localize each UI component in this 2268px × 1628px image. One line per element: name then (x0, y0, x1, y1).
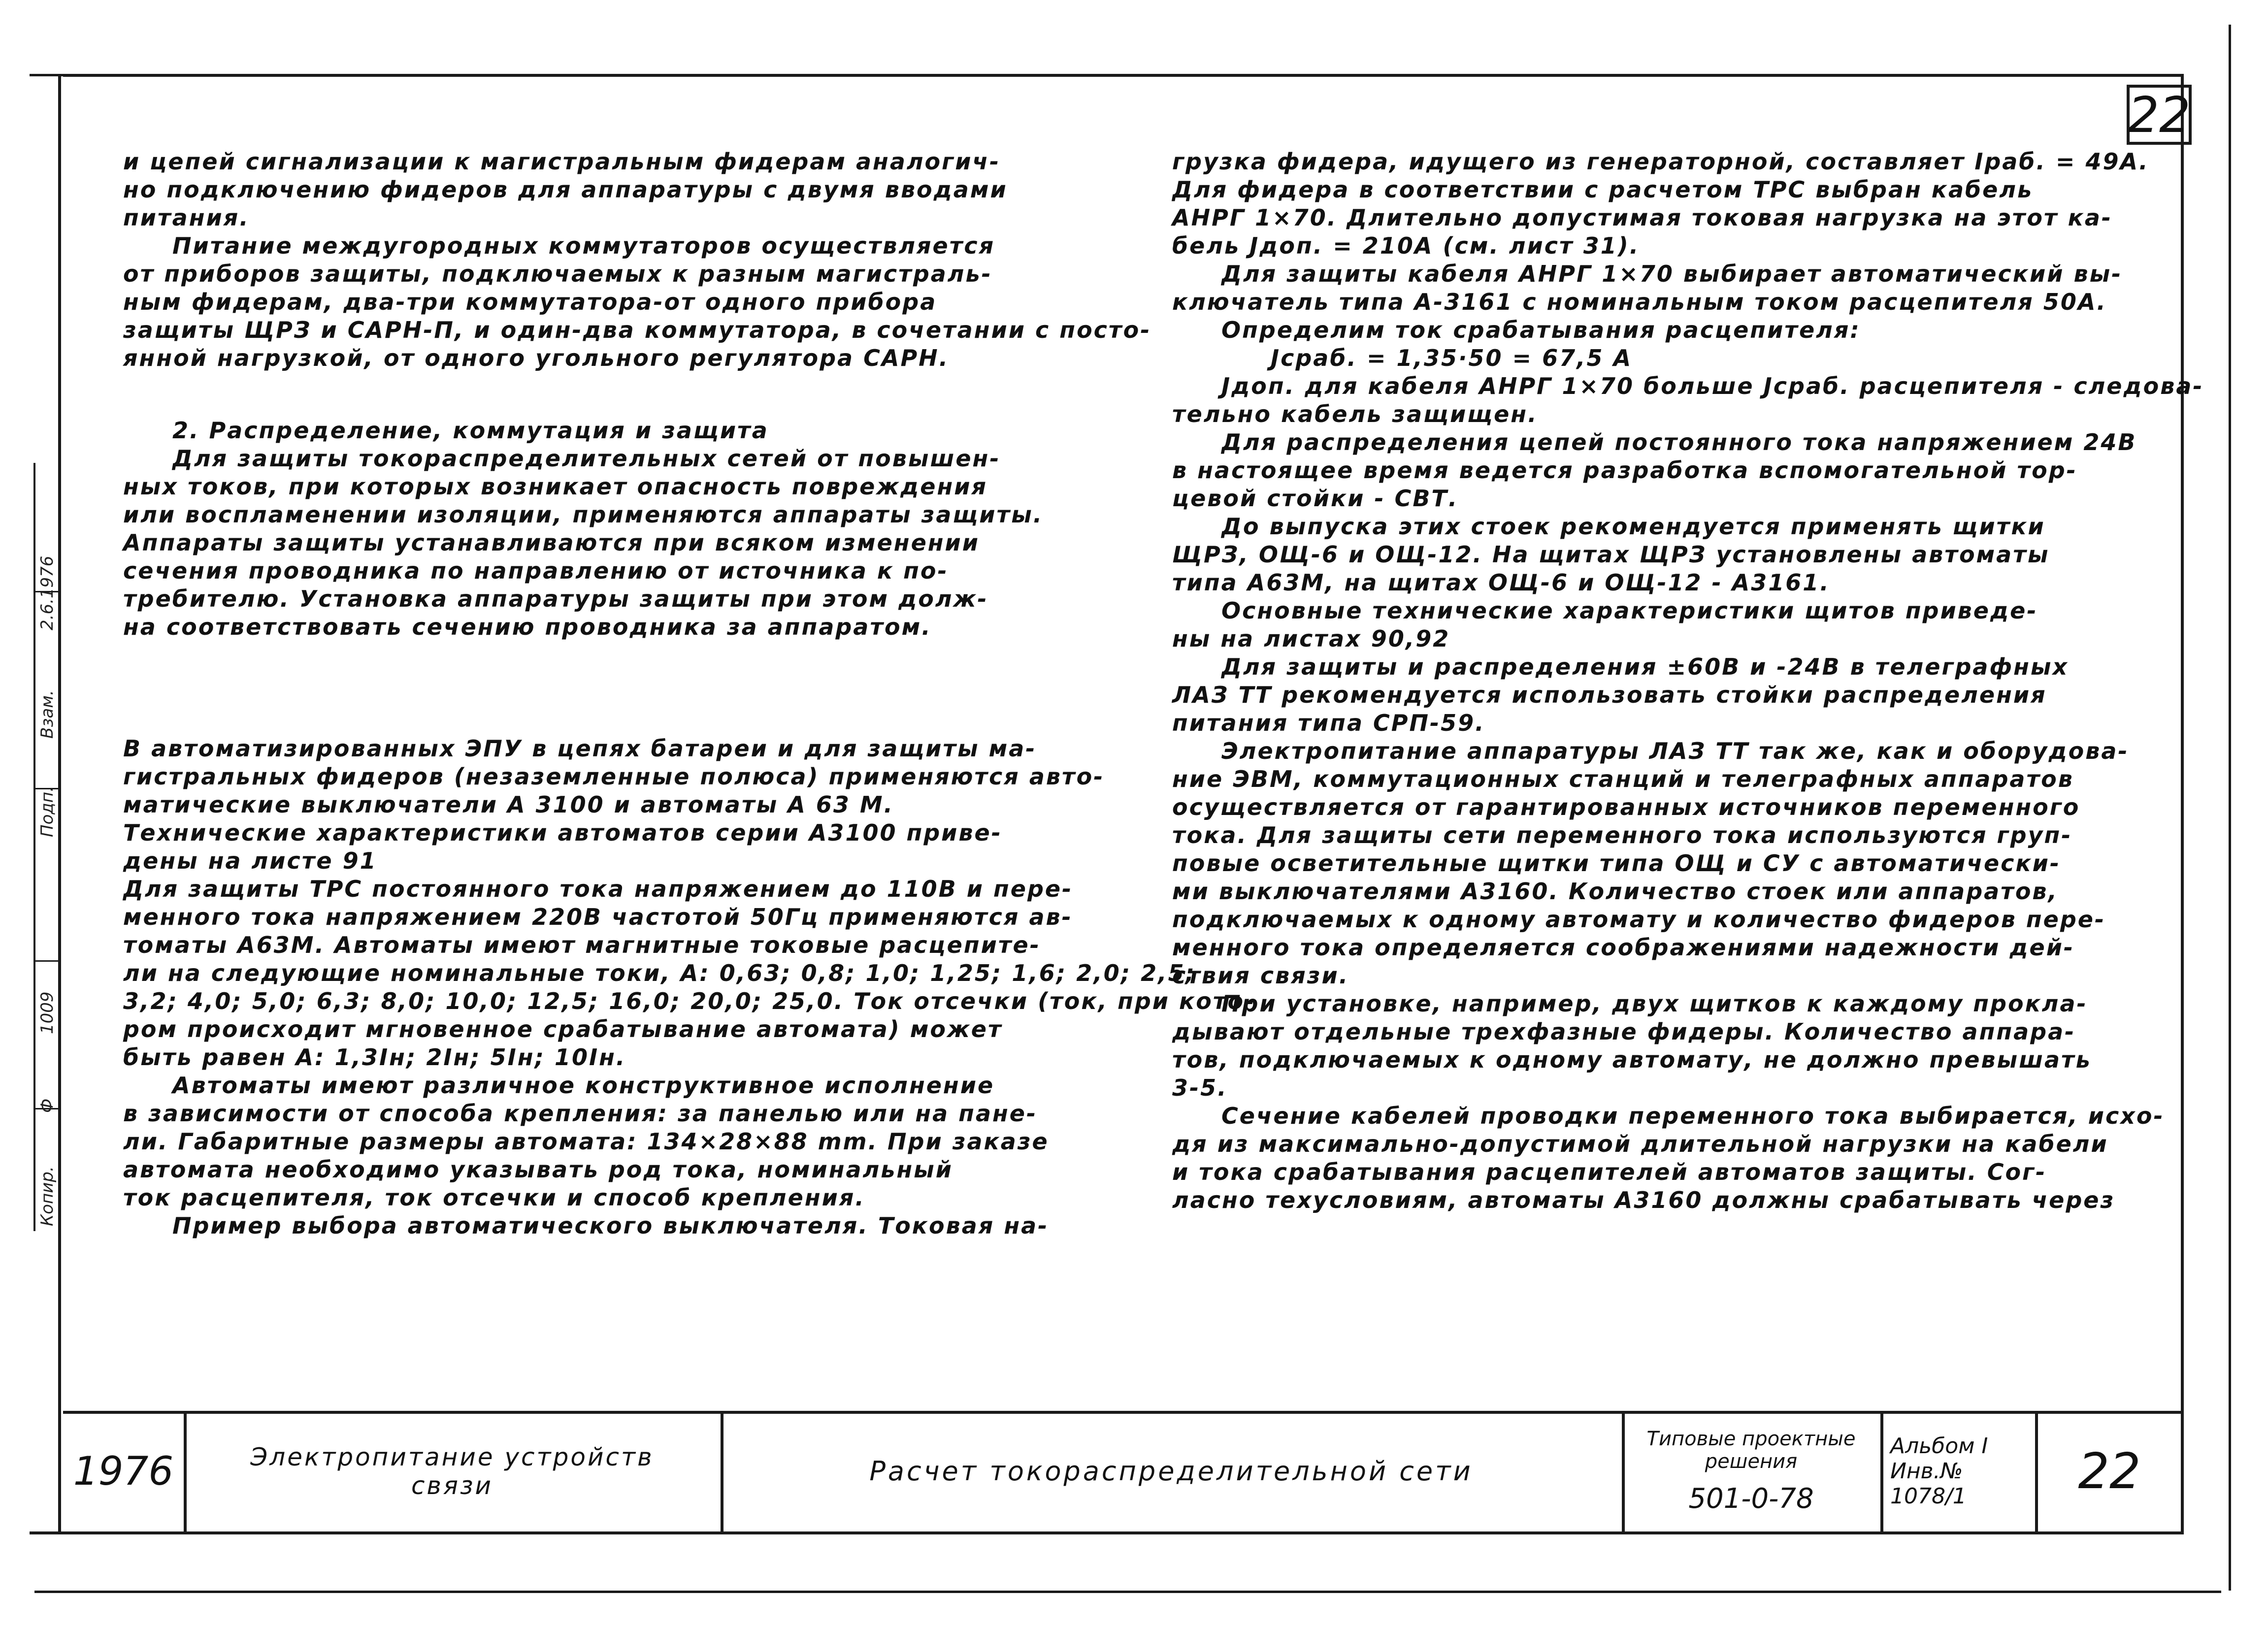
text-line: и тока срабатывания расцепителей автоматов защиты. Сог- (1172, 1159, 2047, 1185)
text-line: Для защиты токораспределительных сетей от повышен- (172, 445, 1001, 472)
text-line: Jсраб. = 1,35·50 = 67,5 А (1271, 345, 1633, 371)
text-line: повые осветительные щитки типа ОЩ и СУ с автоматически- (1172, 850, 2061, 877)
stamp-album-cell (1880, 1411, 2038, 1531)
text-line: ны на листах 90,92 (1172, 625, 1450, 652)
text-line: менного тока определяется соображениями надежности дей- (1172, 934, 2075, 961)
text-line: Для защиты ТРС постоянного тока напряжением до 110В и пере- (123, 876, 1073, 902)
text-line: томаты А63М. Автоматы имеют магнитные токовые расцепите- (123, 932, 1041, 958)
text-line: от приборов защиты, подключаемых к разным магистраль- (123, 260, 992, 287)
stamp-typical-line1: Типовые проектные (1646, 1428, 1856, 1450)
text-line: Электропитание аппаратуры ЛАЗ ТТ так же, как и оборудова- (1221, 738, 2129, 764)
frame-top-outer (30, 74, 64, 76)
text-line: тов, подключаемых к одному автомату, не должно превышать (1172, 1046, 2092, 1073)
side-label: Взам. (37, 690, 57, 739)
text-line: типа А63М, на щитах ОЩ-6 и ОЩ-12 - А3161. (1172, 569, 1830, 596)
text-line: ных токов, при которых возникает опасность повреждения (123, 473, 987, 500)
text-line: Для фидера в соответствии с расчетом ТРС выбран кабель (1172, 176, 2034, 203)
text-line: и цепей сигнализации к магистральным фидерам аналогич- (123, 148, 1001, 175)
text-line: тока. Для защиты сети переменного тока используются груп- (1172, 822, 2072, 848)
frame-right-outer (2229, 25, 2231, 1591)
right-text-column (1172, 148, 2204, 1214)
text-line: В автоматизированных ЭПУ в цепях батареи и для защиты ма- (123, 735, 1037, 762)
text-line: Jдоп. для кабеля АНРГ 1×70 больше Jсраб. расцепителя - следова- (1221, 373, 2204, 399)
text-line: ЩРЗ, ОЩ-6 и ОЩ-12. На щитах ЩРЗ установлены автоматы (1172, 541, 2050, 568)
text-line: ли на следующие номинальные токи, А: 0,63; 0,8; 1,0; 1,25; 1,6; 2,0; 2,5; (123, 960, 1196, 986)
text-line: бель Jдоп. = 210А (см. лист 31). (1172, 232, 1640, 259)
text-line: ствия связи. (1172, 962, 1349, 989)
text-line: сечения проводника по направлению от источника к по- (123, 557, 949, 584)
text-line: менного тока напряжением 220В частотой 50Гц применяются ав- (123, 904, 1073, 930)
stamp-section-line2: связи (411, 1471, 493, 1500)
side-label: Ф (37, 1098, 57, 1113)
stamp-typical-line2: решения (1705, 1450, 1798, 1473)
text-line: ние ЭВМ, коммутационных станций и телеграфных аппаратов (1172, 766, 2074, 792)
text-line: Технические характеристики автоматов серии А3100 приве- (123, 819, 1002, 846)
text-line: ли. Габаритные размеры автомата: 134×28×88 mm. При заказе (123, 1128, 1049, 1155)
text-line: гистральных фидеров (незаземленные полюса) применяются авто- (123, 763, 1105, 790)
text-line: на соответствовать сечению проводника за аппаратом. (123, 614, 932, 640)
text-line: ЛАЗ ТТ рекомендуется использовать стойки распределения (1172, 682, 2047, 708)
text-line: При установке, например, двух щитков к каждому прокла- (1221, 990, 2088, 1017)
text-line: Автоматы имеют различное конструктивное исполнение (172, 1072, 995, 1099)
text-line: 3,2; 4,0; 5,0; 6,3; 8,0; 10,0; 12,5; 16,0; 20,0; 25,0. Ток отсечки (ток, при кото- (123, 988, 1256, 1014)
text-line: АНРГ 1×70. Длительно допустимая токовая нагрузка на этот ка- (1172, 204, 2112, 231)
stamp-inv-value: 1078/1 (1890, 1484, 1967, 1509)
text-line: цевой стойки - СВТ. (1172, 485, 1459, 512)
stamp-title: Расчет токораспределительной сети (869, 1456, 1473, 1487)
text-line: Для защиты кабеля АНРГ 1×70 выбирает автоматический вы- (1221, 260, 2123, 287)
page-number-top: 22 (2127, 85, 2192, 145)
text-line: 3-5. (1172, 1074, 1228, 1101)
stamp-sheet-cell (2038, 1411, 2181, 1531)
text-line: Аппараты защиты устанавливаются при всяком изменении (123, 529, 980, 556)
stamp-year: 1976 (73, 1448, 174, 1494)
stamp-inv-label: Инв.№ (1890, 1459, 1963, 1484)
side-labels (33, 463, 63, 1226)
text-line: подключаемых к одному автомату и количество фидеров пере- (1172, 906, 2106, 933)
text-line: осуществляется от гарантированных источников переменного (1172, 794, 2080, 820)
text-line: быть равен А: 1,3Iн; 2Iн; 5Iн; 10Iн. (123, 1044, 626, 1071)
text-line: янной нагрузкой, от одного угольного регулятора САРН. (123, 345, 950, 371)
text-line: ми выключателями А3160. Количество стоек или аппаратов, (1172, 878, 2059, 905)
text-line: дывают отдельные трехфазные фидеры. Количество аппара- (1172, 1018, 2076, 1045)
text-line: Для защиты и распределения ±60В и -24В в телеграфных (1221, 653, 2069, 680)
stamp-typical-cell (1622, 1411, 1883, 1531)
stamp-section-line1: Электропитание устройств (250, 1442, 654, 1471)
text-line: ток расцепителя, ток отсечки и способ крепления. (123, 1184, 865, 1211)
text-line: Пример выбора автоматического выключателя. Токовая на- (172, 1212, 1049, 1239)
text-line: Основные технические характеристики щитов приведе- (1221, 597, 2038, 624)
stamp-year-cell (63, 1411, 187, 1531)
text-line: ным фидерам, два-три коммутатора-от одного прибора (123, 289, 937, 315)
text-line: матические выключатели А 3100 и автоматы А 63 М. (123, 791, 894, 818)
text-line: автомата необходимо указывать род тока, номинальный (123, 1156, 953, 1183)
stamp-sheet-number: 22 (2078, 1442, 2141, 1500)
text-line: Для распределения цепей постоянного тока напряжением 24В (1221, 429, 2137, 456)
text-line: в настоящее время ведется разработка вспомогательной тор- (1172, 457, 2077, 484)
text-line: Питание междугородных коммутаторов осуществляется (172, 232, 995, 259)
side-label: 1009 (37, 991, 57, 1034)
text-line: но подключению фидеров для аппаратуры с двумя вводами (123, 176, 1008, 203)
text-line: 2. Распределение, коммутация и защита (172, 417, 769, 444)
stamp-title-cell (721, 1411, 1625, 1531)
text-line: питания типа СРП-59. (1172, 710, 1485, 736)
text-line: ключатель типа А-3161 с номинальным током расцепителя 50А. (1172, 289, 2107, 315)
text-line: До выпуска этих стоек рекомендуется применять щитки (1221, 513, 2045, 540)
text-line: ласно техусловиям, автоматы А3160 должны срабатывать через (1172, 1187, 2115, 1213)
frame-bottom-outer (34, 1591, 2221, 1593)
section-gap (123, 641, 1108, 735)
text-line: ром происходит мгновенное срабатывание автомата) может (123, 1016, 1003, 1042)
text-line: требителю. Установка аппаратуры защиты при этом долж- (123, 586, 988, 612)
text-line: грузка фидера, идущего из генераторной, составляет Iраб. = 49А. (1172, 148, 2149, 175)
stamp-section-cell (184, 1411, 723, 1531)
text-line: в зависимости от способа крепления: за панелью или на пане- (123, 1100, 1038, 1127)
text-line: дены на листе 91 (123, 847, 377, 874)
text-line: или воспламенении изоляции, применяются аппараты защиты. (123, 501, 1044, 528)
text-line: тельно кабель защищен. (1172, 401, 1538, 427)
side-label: Подп. (37, 786, 57, 837)
title-block (63, 1411, 2181, 1534)
text-line: дя из максимально-допустимой длительной нагрузки на кабели (1172, 1131, 2108, 1157)
stamp-code: 501-0-78 (1688, 1483, 1814, 1515)
text-line: Определим ток срабатывания расцепителя: (1221, 317, 1861, 343)
text-line: питания. (123, 204, 250, 231)
text-line: Сечение кабелей проводки переменного тока выбирается, исхо- (1221, 1103, 2165, 1129)
side-label: Копир. (37, 1166, 57, 1226)
side-label: 2.6.1976 (37, 555, 57, 630)
text-line: защиты ЩРЗ и САРН-П, и один-два коммутатора, в сочетании с посто- (123, 317, 1151, 343)
stamp-album: Альбом I (1890, 1433, 1988, 1459)
paragraph-gap (123, 372, 1108, 417)
